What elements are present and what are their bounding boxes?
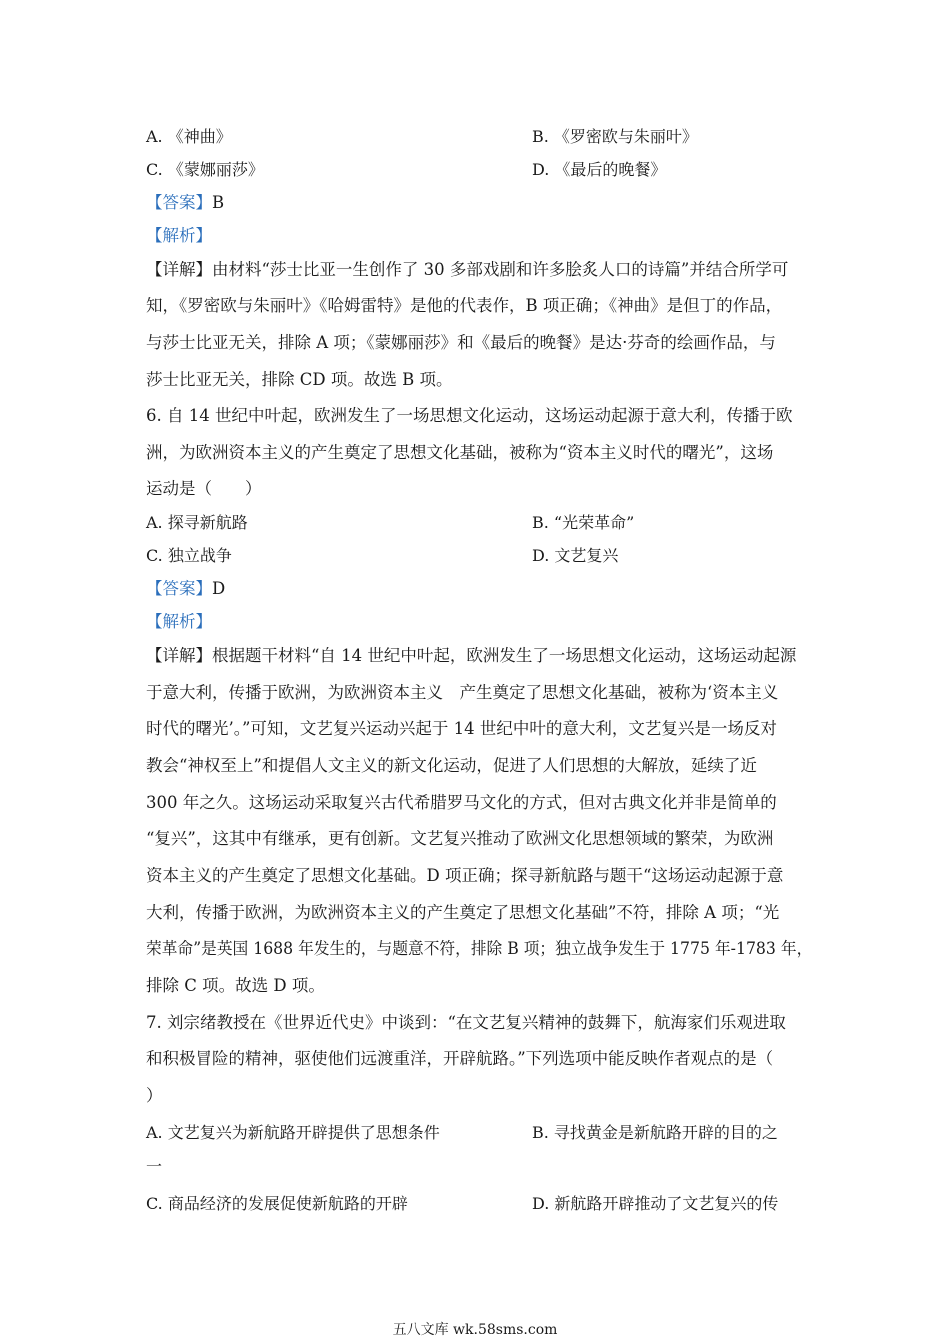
q5-option-a: A. 《神曲》 <box>146 127 232 146</box>
q6-option-b: B. “光荣革命” <box>532 513 635 532</box>
answer-value: B <box>212 193 225 212</box>
q6-answer <box>146 579 225 599</box>
q6-detail-line: 于意大利，传播于欧洲，为欧洲资本主义 产生奠定了思想文化基础，被称为‘资本主义 <box>146 683 779 702</box>
q7-stem-line: 7. 刘宗绪教授在《世界近代史》中谈到：“在文艺复兴精神的鼓舞下，航海家们乐观进取 <box>146 1013 786 1032</box>
q6-detail-line: 资本主义的产生奠定了思想文化基础。D 项正确；探寻新航路与题干“这场运动起源于意 <box>146 866 784 885</box>
q5-analysis-tag: 【解析】 <box>146 226 212 245</box>
detail-tag: 【详解】 <box>146 646 212 665</box>
q5-option-c: C. 《蒙娜丽莎》 <box>146 160 264 179</box>
q7-option-b-wrap: 一 <box>146 1157 163 1176</box>
q5-option-b: B. 《罗密欧与朱丽叶》 <box>532 127 698 146</box>
detail-tag: 【详解】 <box>146 260 212 279</box>
q7-stem-line: ） <box>146 1086 163 1105</box>
answer-tag: 【答案】 <box>146 193 212 212</box>
q6-detail-line: “复兴”，这其中有继承，更有创新。文艺复兴推动了欧洲文化思想领域的繁荣，为欧洲 <box>146 829 774 848</box>
q6-detail-line: 排除 C 项。故选 D 项。 <box>146 976 325 995</box>
q6-detail-line: 300 年之久。这场运动采取复兴古代希腊罗马文化的方式，但对古典文化并非是简单的 <box>146 793 777 812</box>
q6-option-d: D. 文艺复兴 <box>532 546 619 565</box>
answer-value: D <box>212 579 226 598</box>
q7-stem-line: 和积极冒险的精神，驱使他们远渡重洋，开辟航路。”下列选项中能反映作者观点的是（ <box>146 1049 774 1068</box>
q7-option-b: B. 寻找黄金是新航路开辟的目的之 <box>532 1123 778 1142</box>
q6-stem-line: 洲，为欧洲资本主义的产生奠定了思想文化基础，被称为“资本主义时代的曙光”，这场 <box>146 443 774 462</box>
q6-detail-line: 时代的曙光’。”可知，文艺复兴运动兴起于 14 世纪中叶的意大利，文艺复兴是一场反对 <box>146 719 777 738</box>
q6-detail-line: 教会“神权至上”和提倡人文主义的新文化运动，促进了人们思想的大解放，延续了近 <box>146 756 757 775</box>
q7-option-a: A. 文艺复兴为新航路开辟提供了思想条件 <box>146 1123 440 1142</box>
detail-text: 根据题干材料“自 14 世纪中叶起，欧洲发生了一场思想文化运动，这场运动起源 <box>212 646 797 665</box>
q6-stem-line: 运动是（ ） <box>146 479 262 498</box>
q5-option-d: D. 《最后的晚餐》 <box>532 160 667 179</box>
q5-answer <box>146 193 224 213</box>
q5-detail-line: 莎士比亚无关，排除 CD 项。故选 B 项。 <box>146 370 453 389</box>
q6-detail-line: 大利，传播于欧洲，为欧洲资本主义的产生奠定了思想文化基础”不符，排除 A 项；“光 <box>146 903 780 922</box>
q5-detail-line <box>146 260 788 280</box>
q6-option-c: C. 独立战争 <box>146 546 232 565</box>
q5-detail-line: 与莎士比亚无关，排除 A 项；《蒙娜丽莎》和《最后的晚餐》是达·芬奇的绘画作品，与 <box>146 333 776 352</box>
page-footer: 五八文库 wk.58sms.com <box>392 1322 558 1338</box>
q7-option-c: C. 商品经济的发展促使新航路的开辟 <box>146 1194 408 1213</box>
detail-text: 由材料“莎士比亚一生创作了 30 多部戏剧和许多脍炙人口的诗篇”并结合所学可 <box>212 260 789 279</box>
q7-option-d: D. 新航路开辟推动了文艺复兴的传 <box>532 1194 779 1213</box>
q6-analysis-tag: 【解析】 <box>146 612 212 631</box>
q5-detail-line: 知，《罗密欧与朱丽叶》《哈姆雷特》是他的代表作，B 项正确；《神曲》是但丁的作品， <box>146 296 783 315</box>
q6-stem-line: 6. 自 14 世纪中叶起，欧洲发生了一场思想文化运动，这场运动起源于意大利，传播于欧 <box>146 406 793 425</box>
q6-option-a: A. 探寻新航路 <box>146 513 248 532</box>
answer-tag: 【答案】 <box>146 579 212 598</box>
q6-detail-line: 荣革命”是英国 1688 年发生的，与题意不符，排除 B 项；独立战争发生于 1775 年-1783 年， <box>146 939 813 958</box>
q6-detail-line <box>146 646 796 666</box>
